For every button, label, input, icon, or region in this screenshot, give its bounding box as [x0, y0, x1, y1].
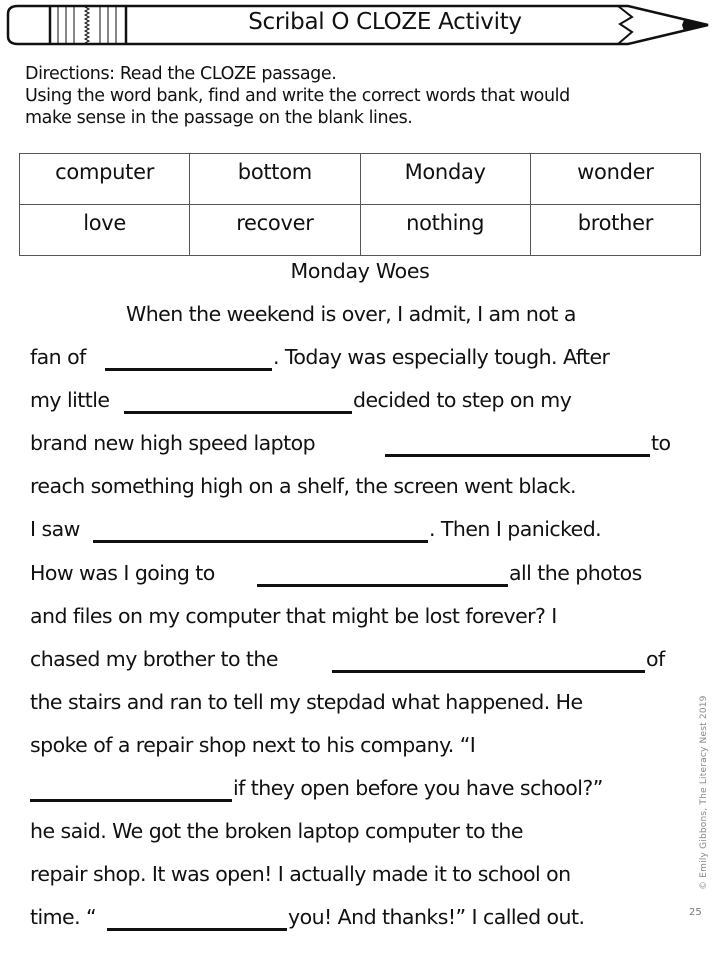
- story-line: [30, 388, 109, 418]
- story-line: [233, 776, 603, 806]
- answer-blank-5[interactable]: [257, 584, 508, 587]
- directions-line: Using the word bank, find and write the correct words that would: [25, 86, 570, 106]
- word-bank-cell: recover: [190, 205, 360, 256]
- word-bank-cell: computer: [20, 154, 190, 205]
- story-line: [651, 431, 670, 461]
- directions: [25, 63, 715, 129]
- story-line: [30, 474, 576, 504]
- word-bank-row: [20, 205, 701, 256]
- answer-blank-2[interactable]: [124, 411, 352, 414]
- answer-blank-7[interactable]: [30, 799, 232, 802]
- directions-line: make sense in the passage on the blank lines.: [25, 108, 413, 128]
- story-line: [30, 604, 557, 634]
- word-bank-cell: nothing: [360, 205, 530, 256]
- story-line: [273, 345, 609, 375]
- answer-blank-3[interactable]: [385, 454, 650, 457]
- story-text: . Today was especially tough. After: [273, 345, 610, 369]
- story-text: you! And thanks!” I called out.: [288, 905, 585, 929]
- story-line: [509, 561, 642, 591]
- story-text: spoke of a repair shop next to his company. “I: [30, 733, 476, 757]
- story-line: [30, 905, 96, 935]
- story-text: of: [646, 647, 665, 671]
- story-line: [30, 517, 80, 547]
- word-bank-table: [19, 153, 701, 256]
- story-text: decided to step on my: [353, 388, 572, 412]
- story-line: [30, 647, 278, 677]
- word-bank-row: [20, 154, 701, 205]
- story-line: [30, 733, 475, 763]
- story-text: repair shop. It was open! I actually made it to school on: [30, 862, 571, 886]
- story-line: [30, 561, 215, 591]
- page-number: 25: [689, 907, 702, 918]
- word-bank-cell: Monday: [360, 154, 530, 205]
- word-bank-cell: love: [20, 205, 190, 256]
- story-line: [126, 302, 576, 332]
- story-line: [30, 862, 571, 892]
- story-text: if they open before you have school?”: [233, 776, 603, 800]
- answer-blank-1[interactable]: [105, 368, 272, 371]
- story-text: reach something high on a shelf, the screen went black.: [30, 474, 576, 498]
- story-text: the stairs and ran to tell my stepdad what happened. He: [30, 690, 583, 714]
- story-text: all the photos: [509, 561, 642, 585]
- story-text: my little: [30, 388, 110, 412]
- story-line: [30, 819, 523, 849]
- copyright-notice: © Emily Gibbons, The Literacy Nest 2019: [699, 695, 709, 890]
- story-line: [288, 905, 584, 935]
- story-text: fan of: [30, 345, 86, 369]
- story-text: When the weekend is over, I admit, I am not a: [126, 302, 576, 326]
- story-line: [353, 388, 571, 418]
- directions-line: Directions: Read the CLOZE passage.: [25, 64, 337, 84]
- story-line: [30, 431, 315, 461]
- story-line: [429, 517, 601, 547]
- story-text: time. “: [30, 905, 97, 929]
- story-text: he said. We got the broken laptop computer to the: [30, 819, 523, 843]
- story-text: How was I going to: [30, 561, 215, 585]
- story-text: I saw: [30, 517, 80, 541]
- answer-blank-4[interactable]: [93, 540, 428, 543]
- story-text: brand new high speed laptop: [30, 431, 316, 455]
- story-text: chased my brother to the: [30, 647, 278, 671]
- page-title: Scribal O CLOZE Activity: [248, 9, 522, 35]
- word-bank-cell: bottom: [190, 154, 360, 205]
- story-line: [30, 345, 86, 375]
- story-line: [30, 690, 583, 720]
- story-text: and files on my computer that might be lost forever? I: [30, 604, 557, 628]
- answer-blank-8[interactable]: [107, 928, 287, 931]
- story-line: [646, 647, 665, 677]
- word-bank-cell: wonder: [530, 154, 700, 205]
- story-text: . Then I panicked.: [429, 517, 602, 541]
- answer-blank-6[interactable]: [332, 670, 645, 673]
- story-title: Monday Woes: [290, 259, 430, 283]
- word-bank-cell: brother: [530, 205, 700, 256]
- story-text: to: [651, 431, 671, 455]
